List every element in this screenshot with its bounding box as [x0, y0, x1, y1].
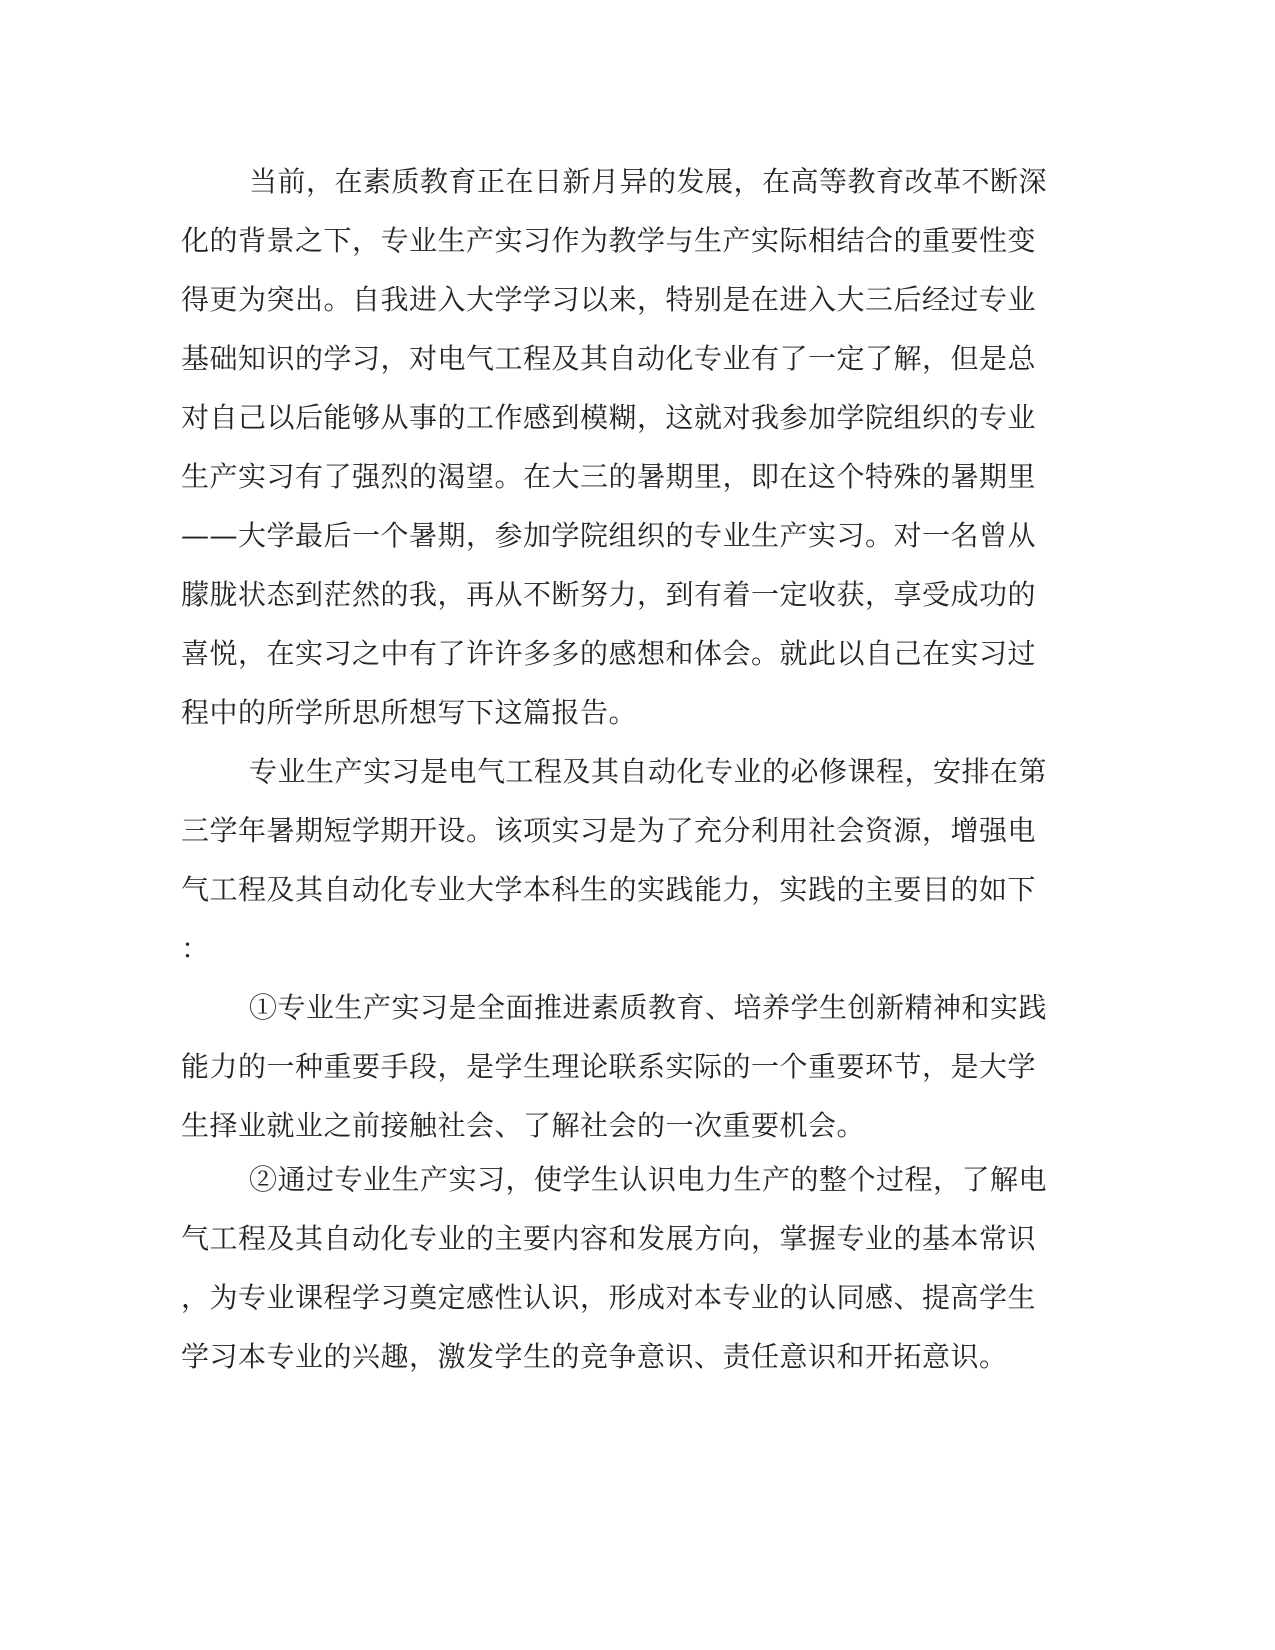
paragraph-intro: [181, 162, 1061, 752]
paragraph-line: ②通过专业生产实习，使学生认识电力生产的整个过程，了解电: [249, 1163, 1048, 1196]
paragraph-point-1: [181, 988, 1061, 1160]
paragraph-line: ①专业生产实习是全面推进素质教育、培养学生创新精神和实践: [249, 991, 1048, 1024]
paragraph-line: ——大学最后一个暑期，参加学院组织的专业生产实习。对一名曾从: [181, 519, 1037, 552]
paragraph-line: 三学年暑期短学期开设。该项实习是为了充分利用社会资源，增强电: [181, 814, 1037, 847]
paragraph-line: 学习本专业的兴趣，激发学生的竞争意识、责任意识和开拓意识。: [181, 1340, 1008, 1373]
paragraph-line: 生产实习有了强烈的渴望。在大三的暑期里，即在这个特殊的暑期里: [181, 460, 1037, 493]
paragraph-point-2: [181, 1160, 1061, 1396]
paragraph-line: 朦胧状态到茫然的我，再从不断努力，到有着一定收获，享受成功的: [181, 578, 1037, 611]
paragraph-line: 基础知识的学习，对电气工程及其自动化专业有了一定了解，但是总: [181, 342, 1037, 375]
paragraph-line: 程中的所学所思所想写下这篇报告。: [181, 696, 638, 729]
paragraph-line: 气工程及其自动化专业大学本科生的实践能力，实践的主要目的如下: [181, 873, 1037, 906]
paragraph-line: 化的背景之下，专业生产实习作为教学与生产实际相结合的重要性变: [181, 224, 1037, 257]
paragraph-line: 专业生产实习是电气工程及其自动化专业的必修课程，安排在第: [249, 755, 1048, 788]
paragraph-line: 喜悦，在实习之中有了许许多多的感想和体会。就此以自己在实习过: [181, 637, 1037, 670]
paragraph-line: 对自己以后能够从事的工作感到模糊，这就对我参加学院组织的专业: [181, 401, 1037, 434]
paragraph-line: ，为专业课程学习奠定感性认识，形成对本专业的认同感、提高学生: [181, 1281, 1037, 1314]
paragraph-line: 气工程及其自动化专业的主要内容和发展方向，掌握专业的基本常识: [181, 1222, 1037, 1255]
paragraph-line: 当前，在素质教育正在日新月异的发展，在高等教育改革不断深: [249, 165, 1048, 198]
paragraph-line: ：: [181, 932, 210, 965]
paragraph-line: 生择业就业之前接触社会、了解社会的一次重要机会。: [181, 1109, 866, 1142]
paragraph-line: 能力的一种重要手段，是学生理论联系实际的一个重要环节，是大学: [181, 1050, 1037, 1083]
document-body: [181, 162, 1061, 1396]
paragraph-course-purpose: [181, 752, 1061, 988]
paragraph-line: 得更为突出。自我进入大学学习以来，特别是在进入大三后经过专业: [181, 283, 1037, 316]
